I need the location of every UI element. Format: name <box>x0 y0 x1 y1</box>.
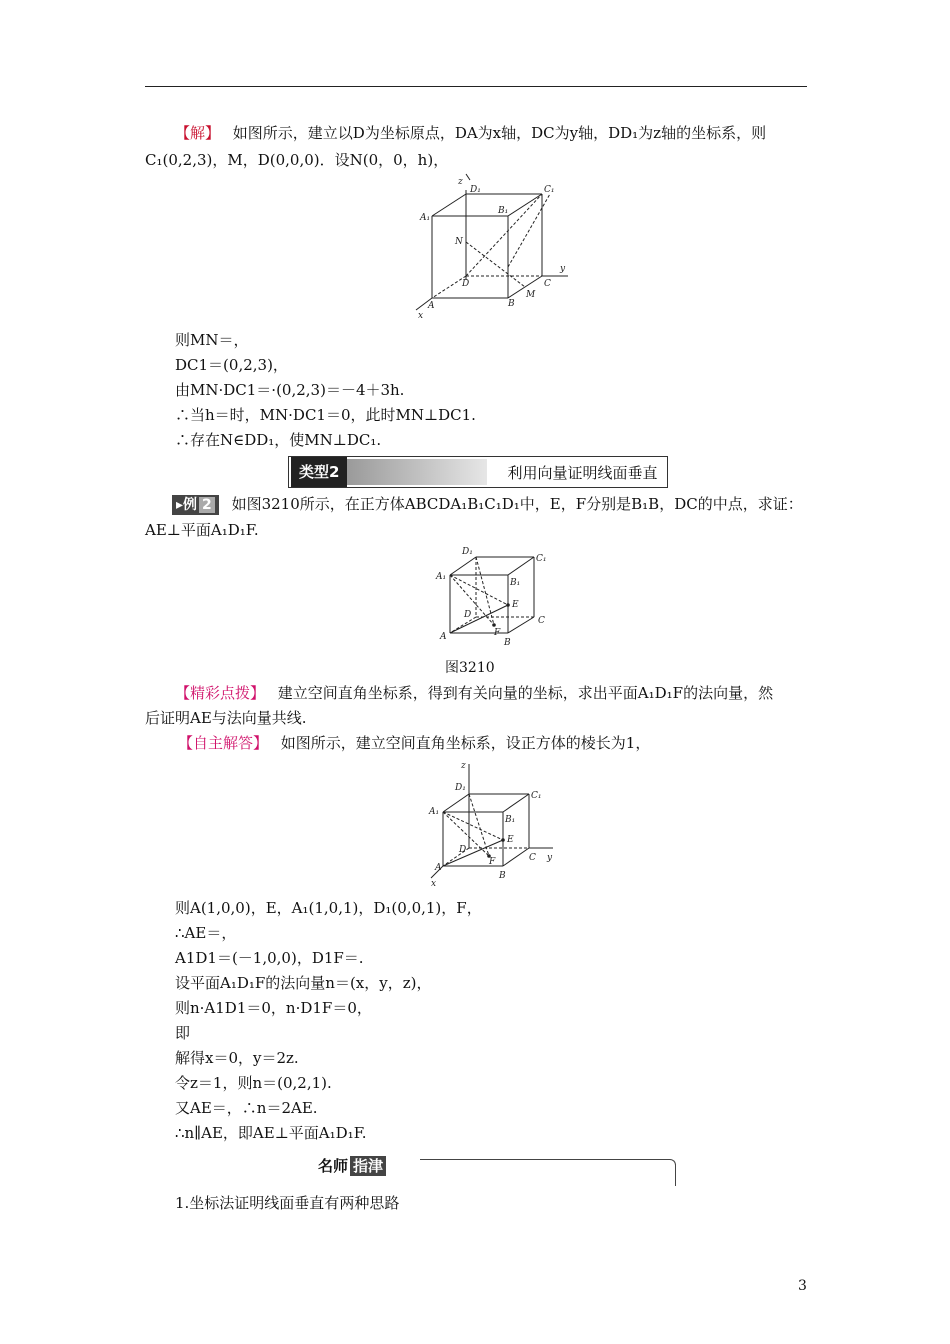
solution-step-2: DC1＝(0,2,3)， <box>175 356 288 374</box>
self-step-6: 即 <box>175 1024 191 1042</box>
cube-figure-3 <box>425 760 565 888</box>
svg-text:D₁: D₁ <box>455 783 466 793</box>
figure-caption: 图3210 <box>445 660 495 676</box>
self-step-7: 解得x＝0，y＝2z. <box>175 1049 299 1067</box>
example-badge: ▸例 2 <box>172 495 219 515</box>
self-step-3: A1D1＝(－1,0,0)，D1F＝. <box>175 949 364 967</box>
svg-text:D₁: D₁ <box>470 185 481 195</box>
solution-step-1: 则MN＝， <box>175 331 249 349</box>
cube-figure-1 <box>410 172 580 320</box>
self-step-10: ∴n∥AE，即AE⊥平面A₁D₁F. <box>175 1124 367 1142</box>
mingshi-tab <box>318 1155 386 1176</box>
svg-text:z: z <box>461 761 466 771</box>
svg-text:D: D <box>464 610 472 620</box>
page-number: 3 <box>798 1278 807 1294</box>
svg-text:B₁: B₁ <box>505 815 516 825</box>
self-step-8: 令z＝1，则n＝(0,2,1). <box>175 1074 332 1092</box>
hint-line-2: 后证明AE与法向量共线. <box>145 709 307 727</box>
point-1: 1.坐标法证明线面垂直有两种思路 <box>175 1194 400 1212</box>
svg-text:D: D <box>462 279 470 289</box>
self-text-1: 如图所示，建立空间直角坐标系，设正方体的棱长为1， <box>280 734 651 752</box>
example-2-line-2: AE⊥平面A₁D₁F. <box>145 521 259 539</box>
svg-text:x: x <box>431 879 437 888</box>
type-label: 类型2 <box>291 457 347 487</box>
self-line-1 <box>178 733 650 753</box>
svg-text:N: N <box>455 237 463 247</box>
mingshi-text-b: 指津 <box>350 1156 386 1176</box>
svg-text:C₁: C₁ <box>531 791 542 801</box>
svg-text:A₁: A₁ <box>436 572 447 582</box>
solution-tag: 【解】 <box>175 124 221 142</box>
solution-step-4: ∴当h＝时，MN·DC1＝0，此时MN⊥DC1. <box>175 406 476 424</box>
svg-text:A₁: A₁ <box>420 213 431 223</box>
self-step-4: 设平面A₁D₁F的法向量n＝(x，y，z)， <box>175 974 432 992</box>
example-2-line-1 <box>172 494 803 515</box>
type-heading-box <box>288 456 668 488</box>
svg-text:M: M <box>526 290 536 300</box>
svg-text:B: B <box>499 871 506 881</box>
svg-text:A: A <box>435 863 442 873</box>
svg-text:y: y <box>560 264 566 274</box>
hint-tag: 【精彩点拨】 <box>175 684 266 702</box>
svg-text:x: x <box>418 311 424 320</box>
svg-text:C: C <box>538 616 545 626</box>
type-title: 利用向量证明线面垂直 <box>507 463 658 482</box>
svg-text:C₁: C₁ <box>536 554 547 564</box>
svg-text:B₁: B₁ <box>498 206 509 216</box>
cube-figure-2 <box>430 545 560 650</box>
header-rule <box>145 86 807 87</box>
hint-text-1: 建立空间直角坐标系，得到有关向量的坐标，求出平面A₁D₁F的法向量，然 <box>277 684 774 702</box>
svg-text:D₁: D₁ <box>462 547 473 557</box>
self-tag: 【自主解答】 <box>178 734 269 752</box>
self-step-5: 则n·A1D1＝0，n·D1F＝0， <box>175 999 372 1017</box>
solution-step-5: ∴存在N∈DD₁，使MN⊥DC₁. <box>175 431 382 449</box>
solution-line-2: C₁(0,2,3)，M，D(0,0,0)．设N(0，0，h)， <box>145 151 449 169</box>
self-step-9: 又AE＝，∴n＝2AE. <box>175 1099 318 1117</box>
svg-text:F: F <box>494 628 501 638</box>
svg-text:A: A <box>428 301 435 311</box>
svg-text:y: y <box>547 853 553 863</box>
solution-text-1: 如图所示，建立以D为坐标原点，DA为x轴，DC为y轴，DD₁为z轴的坐标系，则 <box>232 124 767 142</box>
svg-text:E: E <box>507 835 514 845</box>
mingshi-text-a: 名师 <box>318 1157 349 1175</box>
example-2-text-1: 如图3210所示，在正方体ABCDA₁B₁C₁D₁中，E，F分别是B₁B，DC的中点，求证： <box>231 495 803 513</box>
solution-line-1 <box>175 123 766 143</box>
type-gradient-bar <box>347 459 487 485</box>
svg-text:z: z <box>458 177 463 187</box>
hint-line-1 <box>175 683 773 703</box>
svg-text:A: A <box>440 632 447 642</box>
svg-text:A₁: A₁ <box>429 807 440 817</box>
svg-text:C: C <box>529 853 536 863</box>
self-step-1: 则A(1,0,0)，E，A₁(1,0,1)，D₁(0,0,1)，F， <box>175 899 482 917</box>
svg-text:B₁: B₁ <box>510 578 521 588</box>
svg-text:D: D <box>459 845 467 855</box>
svg-text:C₁: C₁ <box>544 185 555 195</box>
solution-step-3: 由MN·DC1＝·(0,2,3)＝－4＋3h. <box>175 381 405 399</box>
mingshi-frame <box>420 1159 676 1186</box>
svg-text:B: B <box>504 638 511 648</box>
self-step-2: ∴AE＝， <box>175 924 237 942</box>
svg-text:F: F <box>489 857 496 867</box>
svg-text:E: E <box>512 600 519 610</box>
svg-text:C: C <box>544 279 551 289</box>
svg-text:B: B <box>508 299 515 309</box>
